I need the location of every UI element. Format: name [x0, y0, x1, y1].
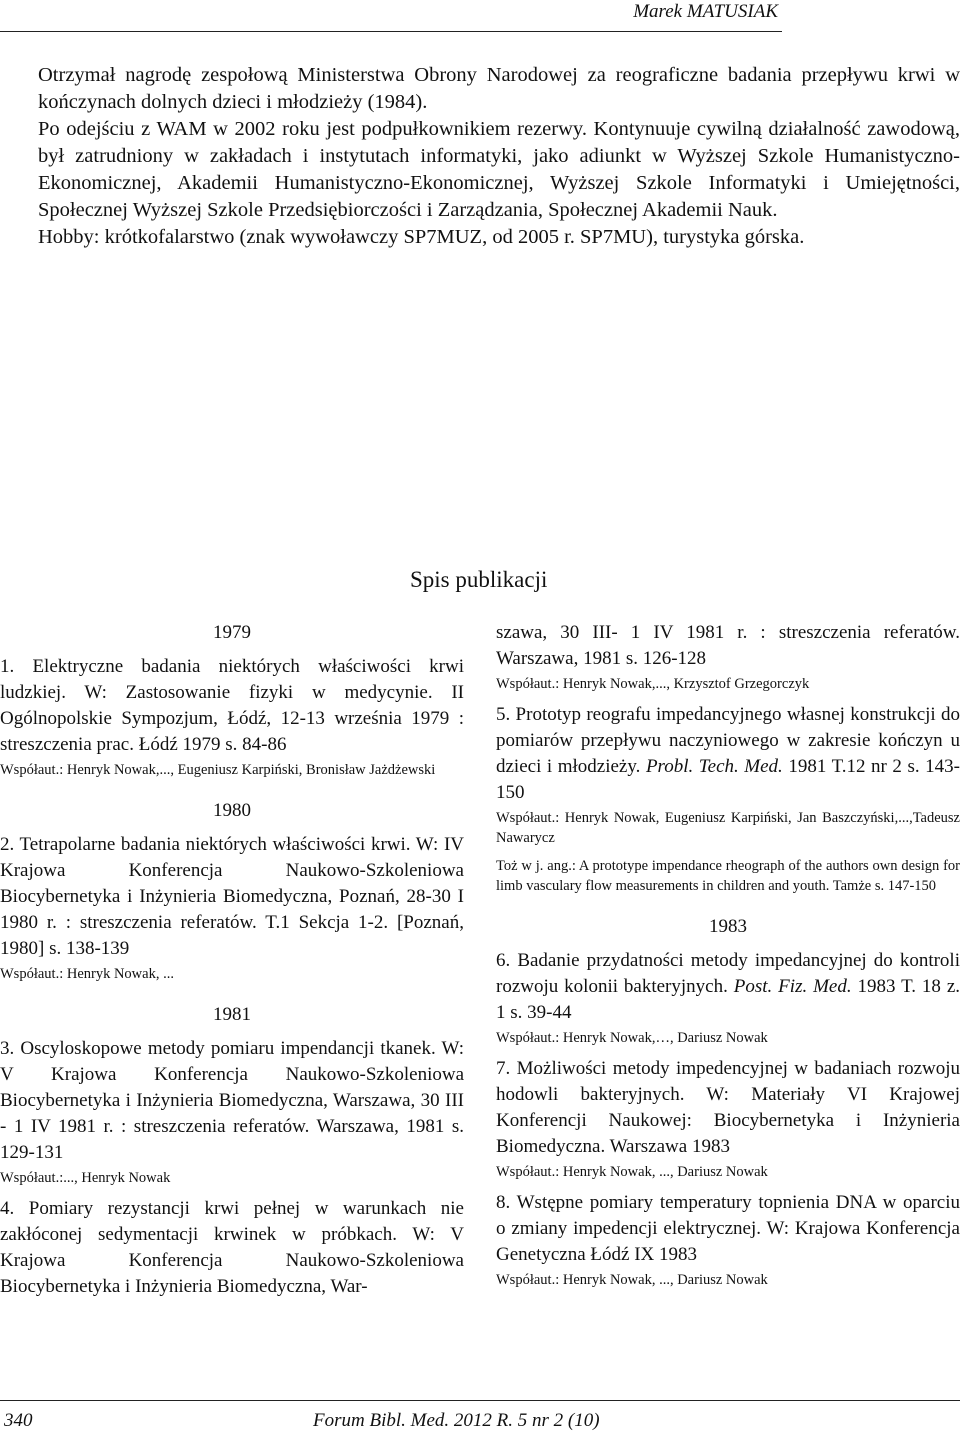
publication-3: 3. Oscyloskopowe metody pomiaru impendancji tkanek. W: V Krajowa Konferencja Naukowo-Szkoleniowa Biocybernetyka i Inżynieria Biomedyczna, Warszawa, 30 III - 1 IV 1981 r. : streszczenia referatów. Warszawa, 1981 s. 129-131	[0, 1038, 464, 1163]
publication-8: 8. Wstępne pomiary temperatury topnienia DNA w oparciu o zmiany impedencji elektrycznej. W: Krajowa Konferencja Genetyczna Łódź IX 1983	[496, 1192, 960, 1265]
publication-6-title: 6. Badanie przydatności metody impedancyjnej do kontroli rozwoju kolonii bakteryjnych.	[496, 950, 960, 997]
intro-paragraph-career: Po odejściu z WAM w 2002 roku jest podpułkownikiem rezerwy. Kontynuuje cywilną działalność zawodową, był zatrudniony w zakładach i instytutach informatyki, jako adiunkt w Wyższej Szkole Humanistyczno-Ekonomicznej, Akademii Humanistyczno-Ekonomicznej, Wyższej Szkole Informatyki i Umiejętności, Społecznej Wyższej Szkole Przedsiębiorczości i Zarządzania, Społecznej Akademii Nauk.	[38, 118, 960, 221]
coauthors-4: Współaut.: Henryk Nowak,..., Krzysztof Grzegorczyk	[496, 676, 810, 692]
intro-paragraph-award: Otrzymał nagrodę zespołową Ministerstwa Obrony Narodowej za reograficzne badania przepływu krwi w kończynach dolnych dzieci i młodzieży (1984).	[38, 64, 960, 113]
year-heading-1981: 1981	[213, 1004, 251, 1025]
coauthors-6: Współaut.: Henryk Nowak,…, Dariusz Nowak	[496, 1030, 768, 1046]
intro-text	[38, 62, 960, 251]
page-number: 340	[4, 1410, 33, 1431]
intro-paragraph-hobby: Hobby: krótkofalarstwo (znak wywoławczy SP7MUZ, od 2005 r. SP7MU), turystyka górska.	[38, 226, 805, 248]
year-heading-1983: 1983	[709, 916, 747, 937]
publication-4: 4. Pomiary rezystancji krwi pełnej w warunkach nie zakłóconej sedymentacji krwinek w próbkach. W: V Krajowa Konferencja Naukowo-Szkoleniowa Biocybernetyka i Inżynieria Biomedyczna, War-	[0, 1198, 464, 1297]
year-heading-1979: 1979	[213, 622, 251, 643]
publication-6-journal: Post. Fiz. Med.	[733, 976, 852, 997]
running-header-author: Marek MATUSIAK	[633, 1, 778, 22]
publication-6	[496, 948, 960, 1026]
publication-5-title: 5. Prototyp reografu impedancyjnego własnej konstrukcji do pomiarów przepływu naczyniowego w zakresie kończyn u dzieci i młodzieży.	[496, 704, 960, 777]
publications-right-column	[496, 620, 960, 1298]
coauthors-2: Współaut.: Henryk Nowak, ...	[0, 966, 174, 982]
translation-note-5: Toż w j. ang.: A prototype impendance rheograph of the authors own design for limb vasculary flow measurements in children and youth. Tamże s. 147-150	[496, 858, 960, 894]
footer-rule	[0, 1400, 960, 1401]
publication-7: 7. Możliwości metody impedencyjnej w badaniach rozwoju hodowli bakteryjnych. W: Materiały VI Krajowej Konferencji Naukowej: Biocybernetyka i Inżynieria Biomedyczna. Warszawa 1983	[496, 1058, 960, 1157]
coauthors-7: Współaut.: Henryk Nowak, ..., Dariusz Nowak	[496, 1164, 768, 1180]
coauthors-3: Współaut.:..., Henryk Nowak	[0, 1170, 171, 1186]
coauthors-1: Współaut.: Henryk Nowak,..., Eugeniusz Karpiński, Bronisław Jażdżewski	[0, 762, 436, 778]
header-rule	[0, 31, 782, 32]
publication-1: 1. Elektryczne badania niektórych właściwości krwi ludzkiej. W: Zastosowanie fizyki w medycynie. II Ogólnopolskie Sympozjum, Łódź, 12-13 września 1979 : streszczenia prac. Łódź 1979 s. 84-86	[0, 656, 464, 755]
publication-2: 2. Tetrapolarne badania niektórych właściwości krwi. W: IV Krajowa Konferencja Naukowo-Szkoleniowa Biocybernetyka i Inżynieria Biomedyczna, Poznań, 28-30 I 1980 r. : streszczenia referatów. T.1 Sekcja 1-2. [Poznań, 1980] s. 138-139	[0, 834, 464, 959]
publication-5-journal: Probl. Tech. Med.	[645, 756, 783, 777]
publication-5-details: 1981 T.12 nr 2 s. 143-150	[496, 756, 960, 803]
year-heading-1980: 1980	[213, 800, 251, 821]
publication-6-details: 1983 T. 18 z. 1 s. 39-44	[496, 976, 960, 1023]
publications-left-column	[0, 620, 464, 1300]
coauthors-8: Współaut.: Henryk Nowak, ..., Dariusz Nowak	[496, 1272, 768, 1288]
publication-4-continued: szawa, 30 III- 1 IV 1981 r. : streszczenia referatów. Warszawa, 1981 s. 126-128	[496, 622, 960, 669]
publication-5	[496, 702, 960, 806]
coauthors-5: Współaut.: Henryk Nowak, Eugeniusz Karpiński, Jan Baszczyński,...,Tadeusz Nawarycz	[496, 810, 960, 846]
journal-citation: Forum Bibl. Med. 2012 R. 5 nr 2 (10)	[313, 1410, 600, 1431]
section-title: Spis publikacji	[410, 567, 548, 592]
